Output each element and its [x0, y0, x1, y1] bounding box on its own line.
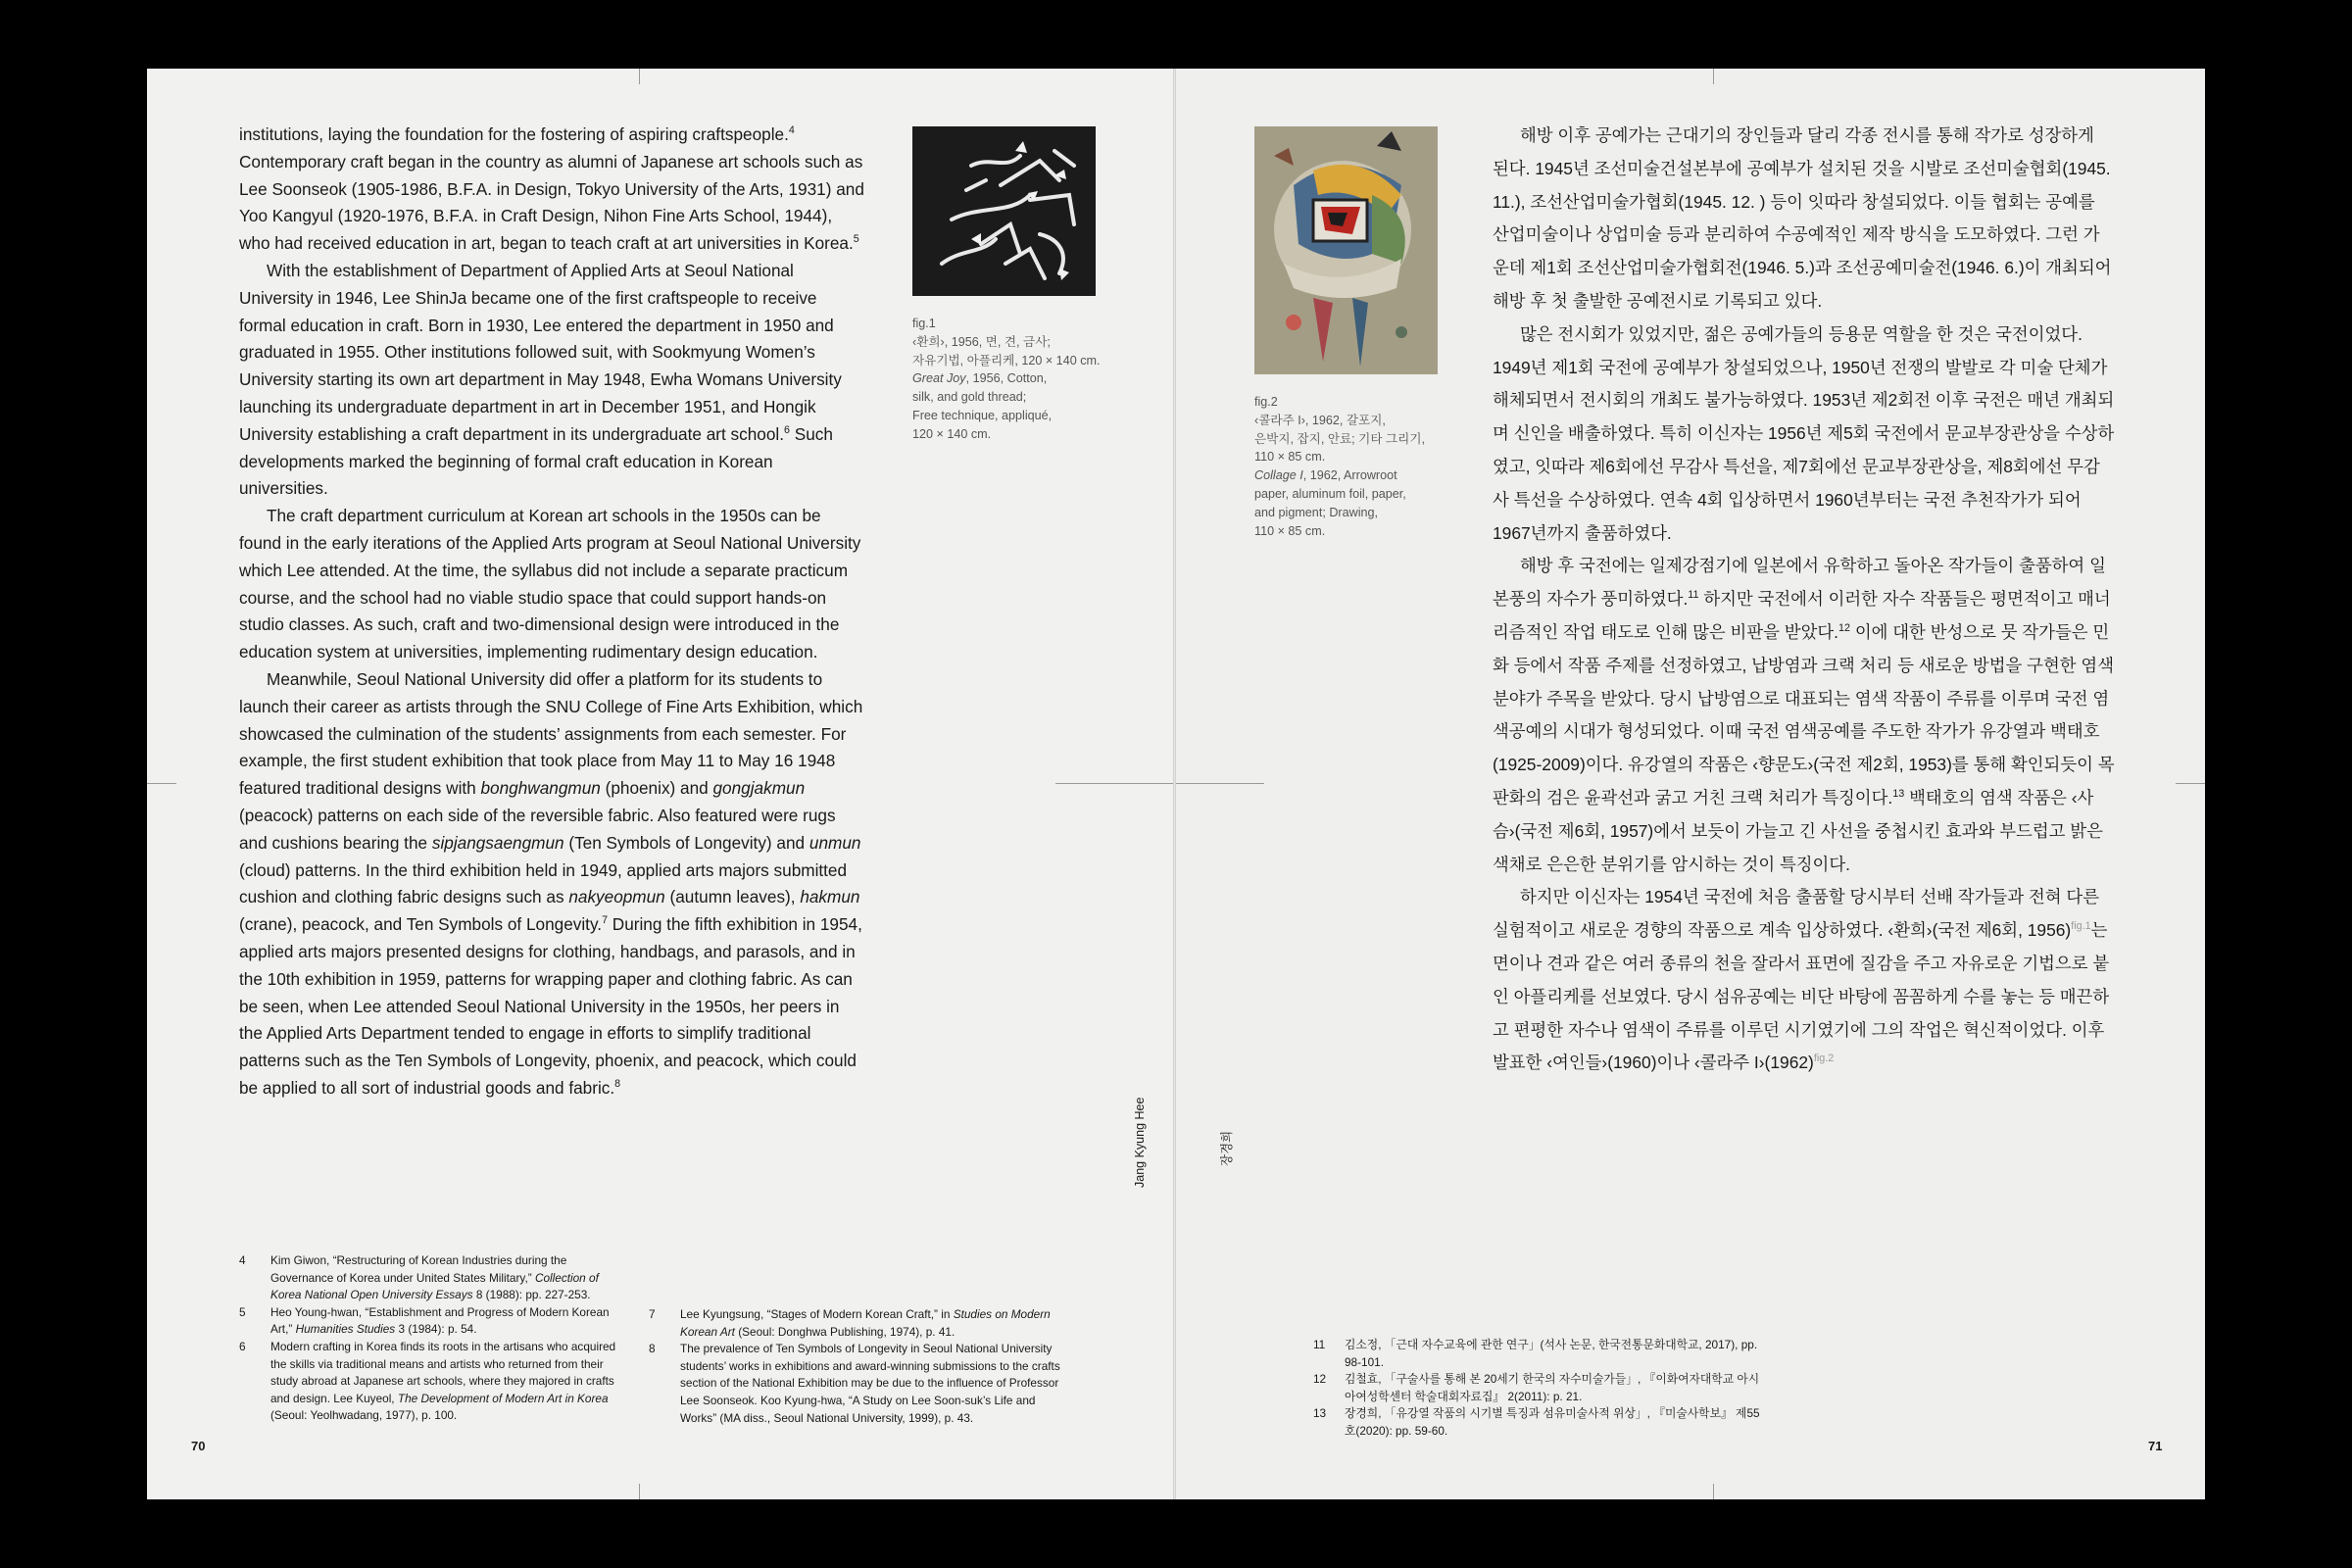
footnote — [649, 1306, 1060, 1341]
text-run: (phoenix) and — [600, 778, 713, 799]
footnote — [649, 1341, 1060, 1427]
figure-2 — [1254, 126, 1450, 540]
text-run: (cloud) patterns. In the third exhibition held in 1949, applied arts majors submitted cushion and clothing fabric designs such as — [239, 859, 848, 907]
text-run: (Seoul: Donghwa Publishing, 1974), p. 41. — [734, 1324, 956, 1339]
footnote-text — [1345, 1405, 1764, 1440]
footnote-ref: 8 — [614, 1077, 621, 1090]
paragraph — [1493, 881, 2115, 1080]
figure-1-en-title: Great Joy — [912, 371, 966, 386]
italic-term: unmun — [808, 832, 861, 853]
footnote-ref: 6 — [784, 423, 790, 436]
footnote-number: 13 — [1313, 1406, 1327, 1421]
footnote-ref: 11 — [1688, 589, 1699, 602]
figure-ref: fig.1 — [2071, 920, 2091, 933]
footnote-number: 5 — [239, 1304, 246, 1319]
footnote-text — [1345, 1337, 1764, 1371]
text-run: The prevalence of Ten Symbols of Longevity in Seoul National University students’ works in exhibitions and award-winning submissions to the crafts section of the National Exhibition may be due to the influence of Professor Lee Soonseok. Koo Kyung-hwa, “A Study on Lee Soon-suk’s Life and Works” (MA diss., Seoul National University, 1999), p. 43. — [680, 1342, 1060, 1425]
footnote-number: 8 — [649, 1342, 656, 1356]
figure-1-ko-line2: 자유기법, 아플리케, 120 × 140 cm. — [912, 353, 1101, 368]
footnote-text — [680, 1306, 1060, 1341]
figure-2-ko-line2: 은박지, 잡지, 안료; 기타 그리기, — [1254, 431, 1425, 446]
text-run: Meanwhile, Seoul National University did offer a platform for its students to launch their career as artists through the SNU College of Fine Arts Exhibition, which showcased the culmination of the students’ assignments from each semester. For example, the first student exhibition that took place from May 11 to May 16 1948 featured traditional designs with — [239, 668, 863, 799]
figure-2-en-title: Collage I — [1254, 468, 1303, 483]
text-run: Kim Giwon, “Restructuring of Korean Industries during the Governance of Korea under United States Military,” — [270, 1253, 567, 1285]
figure-1-caption — [912, 315, 1108, 444]
text-run: Lee Kyungsung, “Stages of Modern Korean Craft,” in — [680, 1307, 954, 1321]
footnote — [239, 1252, 631, 1304]
paragraph — [239, 258, 866, 503]
text-run: 백태호의 염색 작품은 ‹사슴›(국전 제6회, 1957)에서 보듯이 가늘고 긴 사선을 중첩시킨 효과와 부드럽고 밝은 색채로 은은한 분위기를 암시하는 것이 특징이다. — [1493, 787, 2103, 874]
text-run: Heo Young-hwan, “Establishment and Progress of Modern Korean Art,” — [270, 1304, 610, 1337]
figure-1-en-line2: silk, and gold thread; — [912, 390, 1027, 405]
italic-term: bonghwangmun — [480, 778, 601, 799]
text-run: The craft department curriculum at Korean art schools in the 1950s can be found in the early iterations of the Applied Arts program at Seoul National University which Lee attended. At the time, the syllabus did not include a separate practicum course, and the school had no viable studio space that could support hands-on studio classes. As such, craft and two-dimensional design were introduced in the education system at universities, implementing rudimentary design education. — [239, 506, 861, 662]
figure-2-label: fig.2 — [1254, 395, 1278, 409]
footnote — [1313, 1337, 1764, 1371]
text-run: 하지만 이신자는 1954년 국전에 처음 출품할 당시부터 선배 작가들과 전혀 다른 실험적이고 새로운 경향의 작품으로 계속 입상하였다. ‹환희›(국전 제6회, 1956) — [1493, 887, 2099, 941]
italic-term: sipjangsaengmun — [431, 832, 564, 853]
paragraph — [1493, 318, 2115, 551]
figure-ref: fig.2 — [1813, 1053, 1835, 1065]
italic-term: The Development of Modern Art in Korea — [397, 1391, 609, 1405]
text-run: Such developments marked the beginning of formal craft education in Korean universities. — [239, 423, 833, 499]
footnote-ref: 7 — [602, 914, 608, 927]
text-run: 김소정, 「근대 자수교육에 관한 연구」(석사 논문, 한국전통문화대학교, 2017), pp. 98-101. — [1345, 1338, 1758, 1369]
text-run: 김철효, 「구술사를 통해 본 20세기 한국의 자수미술가들」, 『이화여자대학교 아시아여성학센터 학술대회자료집』 2(2011): p. 21. — [1345, 1372, 1760, 1403]
text-run: 는 면이나 견과 같은 여러 종류의 천을 잘라서 표면에 질감을 주고 자유로운 기법으로 붙인 아플리케를 선보였다. 당시 섬유공예는 비단 바탕에 꼼꼼하게 수를 놓는 등 매끈하고 편평한 자수나 염색이 주류를 이루던 시기였기에 그의 작업은 혁신적이었다. 이후 발표한 ‹여인들›(1960)이나 ‹콜라주 I›(1962) — [1493, 920, 2110, 1073]
italic-term: Humanities Studies — [295, 1322, 396, 1337]
italic-term: hakmun — [800, 887, 860, 907]
footnote-ref: 12 — [1838, 621, 1850, 634]
footnote-text — [680, 1341, 1060, 1427]
footnote-text — [270, 1304, 631, 1339]
footnote-ref: 13 — [1892, 787, 1905, 800]
footnotes-left-col1 — [239, 1252, 631, 1425]
text-run: (Ten Symbols of Longevity) and — [564, 832, 809, 853]
footnote — [239, 1339, 631, 1425]
footnote — [1313, 1371, 1764, 1405]
running-header-ko: 장경희 — [1220, 1130, 1234, 1166]
footnote-number: 7 — [649, 1307, 656, 1321]
figure-1-image — [912, 126, 1096, 296]
paragraph — [239, 666, 866, 1102]
italic-term: Collection of Korea National Open University Essays — [270, 1270, 599, 1302]
text-run: 3 (1984): p. 54. — [395, 1322, 477, 1337]
text-run: 해방 이후 공예가는 근대기의 장인들과 달리 각종 전시를 통해 작가로 성장하게 된다. 1945년 조선미술건설본부에 공예부가 설치된 것을 시발로 조선미술협회(1945. 11.), 조선산업미술가협회(1945. 12. ) 등이 잇따라 창설되었다. 이들 협회는 공예를 산업미술이나 상업미술 등과 분리하여 수공예적인 제작 방식을 도모하였다. 그런 가운데 제1회 조선산업미술가협회전(1946. 5.)과 조선공예미술전(1946. 6.)이 개최되어 해방 후 첫 출발한 공예전시로 기록되고 있다. — [1493, 125, 2112, 311]
text-run: Contemporary craft began in the country as alumni of Japanese art schools such as Lee Soonseok (1905-1986, B.F.A. in Design, Tokyo University of the Arts, 1931) and Yoo Kangyul (1920-1976, B.F.A. in Craft Design, Nihon Fine Arts School, 1944), who had received education in art, began to teach craft at art universities in Korea. — [239, 151, 864, 254]
left-page — [147, 69, 1173, 1499]
paragraph — [1493, 550, 2115, 881]
running-header-en: Jang Kyung Hee — [1133, 1097, 1147, 1188]
figure-2-ko-line1: ‹콜라주 I›, 1962, 갈포지, — [1254, 413, 1386, 427]
text-run: (crane), peacock, and Ten Symbols of Longevity. — [239, 914, 603, 935]
italic-term: gongjakmun — [712, 778, 806, 799]
figure-1-label: fig.1 — [912, 317, 936, 330]
text-run: 장경희, 「유강열 작품의 시기별 특징과 섬유미술사적 위상」, 『미술사학보』 제55호(2020): pp. 59-60. — [1345, 1406, 1760, 1438]
figure-1-en-line4: 120 × 140 cm. — [912, 426, 992, 441]
footnote-number: 12 — [1313, 1372, 1327, 1387]
footnote-text — [270, 1252, 631, 1304]
footnotes-left-col2 — [649, 1306, 1060, 1427]
figure-1-ko-line1: ‹환희›, 1956, 면, 견, 금사; — [912, 334, 1051, 349]
figure-2-en-line2: paper, aluminum foil, paper, — [1254, 486, 1406, 501]
footnote-text — [270, 1339, 631, 1425]
paragraph — [239, 503, 866, 666]
text-run: 해방 후 국전에는 일제강점기에 일본에서 유학하고 돌아온 작가들이 출품하여 일본풍의 자수가 풍미하였다. — [1493, 556, 2106, 610]
figure-2-caption — [1254, 393, 1450, 540]
paragraph — [239, 122, 866, 258]
footnote-number: 4 — [239, 1253, 246, 1267]
figure-2-ko-line3: 110 × 85 cm. — [1254, 450, 1326, 465]
text-run: 하지만 국전에서 이러한 자수 작품들은 평면적이고 매너리즘적인 작업 태도로 인해 많은 비판을 받았다. — [1493, 589, 2111, 642]
figure-2-en-line4: 110 × 85 cm. — [1254, 523, 1326, 538]
text-run: (Seoul: Yeolhwadang, 1977), p. 100. — [270, 1408, 458, 1423]
footnote-ref: 4 — [788, 124, 795, 137]
text-run: 이에 대한 반성으로 뭇 작가들은 민화 등에서 작품 주제를 선정하였고, 납방염과 크랙 처리 등 새로운 방법을 구현한 염색 분야가 주목을 받았다. 당시 납방염으로 대표되는 염색 작품이 주류를 이루며 국전 염색공예의 시대가 형성되었다. 이때 국전 염색공예를 주도한 작가가 유강열과 백태호(1925-2009)이다. 유강열의 작품은 ‹향문도›(국전 제2회, 1953)를 통해 확인되듯이 목판화의 검은 윤곽선과 굵고 거친 크랙 처리가 특징이다. — [1493, 621, 2115, 808]
left-body-text — [239, 122, 866, 1102]
page-number-left: 70 — [191, 1439, 206, 1453]
italic-term: Studies on Modern Korean Art — [680, 1307, 1051, 1339]
footnote-number: 6 — [239, 1339, 246, 1353]
text-run: 많은 전시회가 있었지만, 젊은 공예가들의 등용문 역할을 한 것은 국전이었다. 1949년 제1회 국전에 공예부가 창설되었으나, 1950년 전쟁의 발발로 각 미술 단체가 해체되면서 전시회의 개최도 불가능하였다. 1953년 제2회전 이후 국전은 매년 개최되며 신인을 배출하였다. 특히 이신자는 1956년 제5회 국전에서 문교부장관상을 수상하였고, 잇따라 제6회에선 무감사 특선을, 제7회에선 문교부장관상을, 제8회에선 무감사 특선을 수상하였다. 연속 4회 입상하면서 1960년부터는 국전 추천작가가 되어 1967년까지 출품하였다. — [1493, 323, 2115, 543]
right-body-text — [1493, 120, 2115, 1080]
text-run: Modern crafting in Korea finds its roots in the artisans who acquired the skills via traditional means and artists who returned from their study abroad at Japanese art schools, where they majored in crafts and design. Lee Kuyeol, — [270, 1339, 616, 1405]
page-number-right: 71 — [2148, 1439, 2163, 1453]
right-page — [1176, 69, 2205, 1499]
figure-2-image — [1254, 126, 1438, 374]
footnote — [239, 1304, 631, 1339]
figure-2-en-line3: and pigment; Drawing, — [1254, 505, 1379, 519]
text-run: (peacock) patterns on each side of the reversible fabric. Also featured were rugs and cushions bearing the — [239, 805, 836, 853]
figure-1-en-line3: Free technique, appliqué, — [912, 408, 1053, 422]
text-run: During the fifth exhibition in 1954, applied arts majors presented designs for clothing, handbags, and parasols, and in the 10th exhibition in 1959, patterns for wrapping paper and clothing fabric. As can be seen, when Lee attended Seoul National University in the 1950s, her peers in the Applied Arts Department tended to engage in efforts to simplify traditional patterns such as the Ten Symbols of Longevity, phoenix, and peacock, which could be applied to all sort of industrial goods and fabric. — [239, 914, 862, 1098]
footnote-number: 11 — [1313, 1338, 1326, 1351]
paragraph — [1493, 120, 2115, 318]
figure-1 — [912, 126, 1108, 444]
footnotes-right — [1313, 1337, 1764, 1441]
text-run: With the establishment of Department of Applied Arts at Seoul National University in 1946, Lee ShinJa became one of the first craftspeople to receive formal education in craft. Born in 1930, Lee entered the department in 1950 and graduated in 1955. Other institutions followed suit, with Sookmyung Women’s University starting its own art department in May 1948, Ewha Womans University launching its undergraduate department in art in December 1951, and Hongik University establishing a craft department in its undergraduate art school. — [239, 260, 842, 444]
italic-term: nakyeopmun — [568, 887, 665, 907]
text-run: institutions, laying the foundation for the fostering of aspiring craftspeople. — [239, 124, 789, 144]
figure-2-en-line1: , 1962, Arrowroot — [1302, 468, 1397, 483]
footnote-text — [1345, 1371, 1764, 1405]
text-run: 8 (1988): pp. 227-253. — [472, 1288, 591, 1302]
footnote-ref: 5 — [853, 233, 859, 246]
footnote — [1313, 1405, 1764, 1440]
figure-1-en-line1: , 1956, Cotton, — [965, 371, 1048, 386]
text-run: (autumn leaves), — [664, 887, 801, 907]
